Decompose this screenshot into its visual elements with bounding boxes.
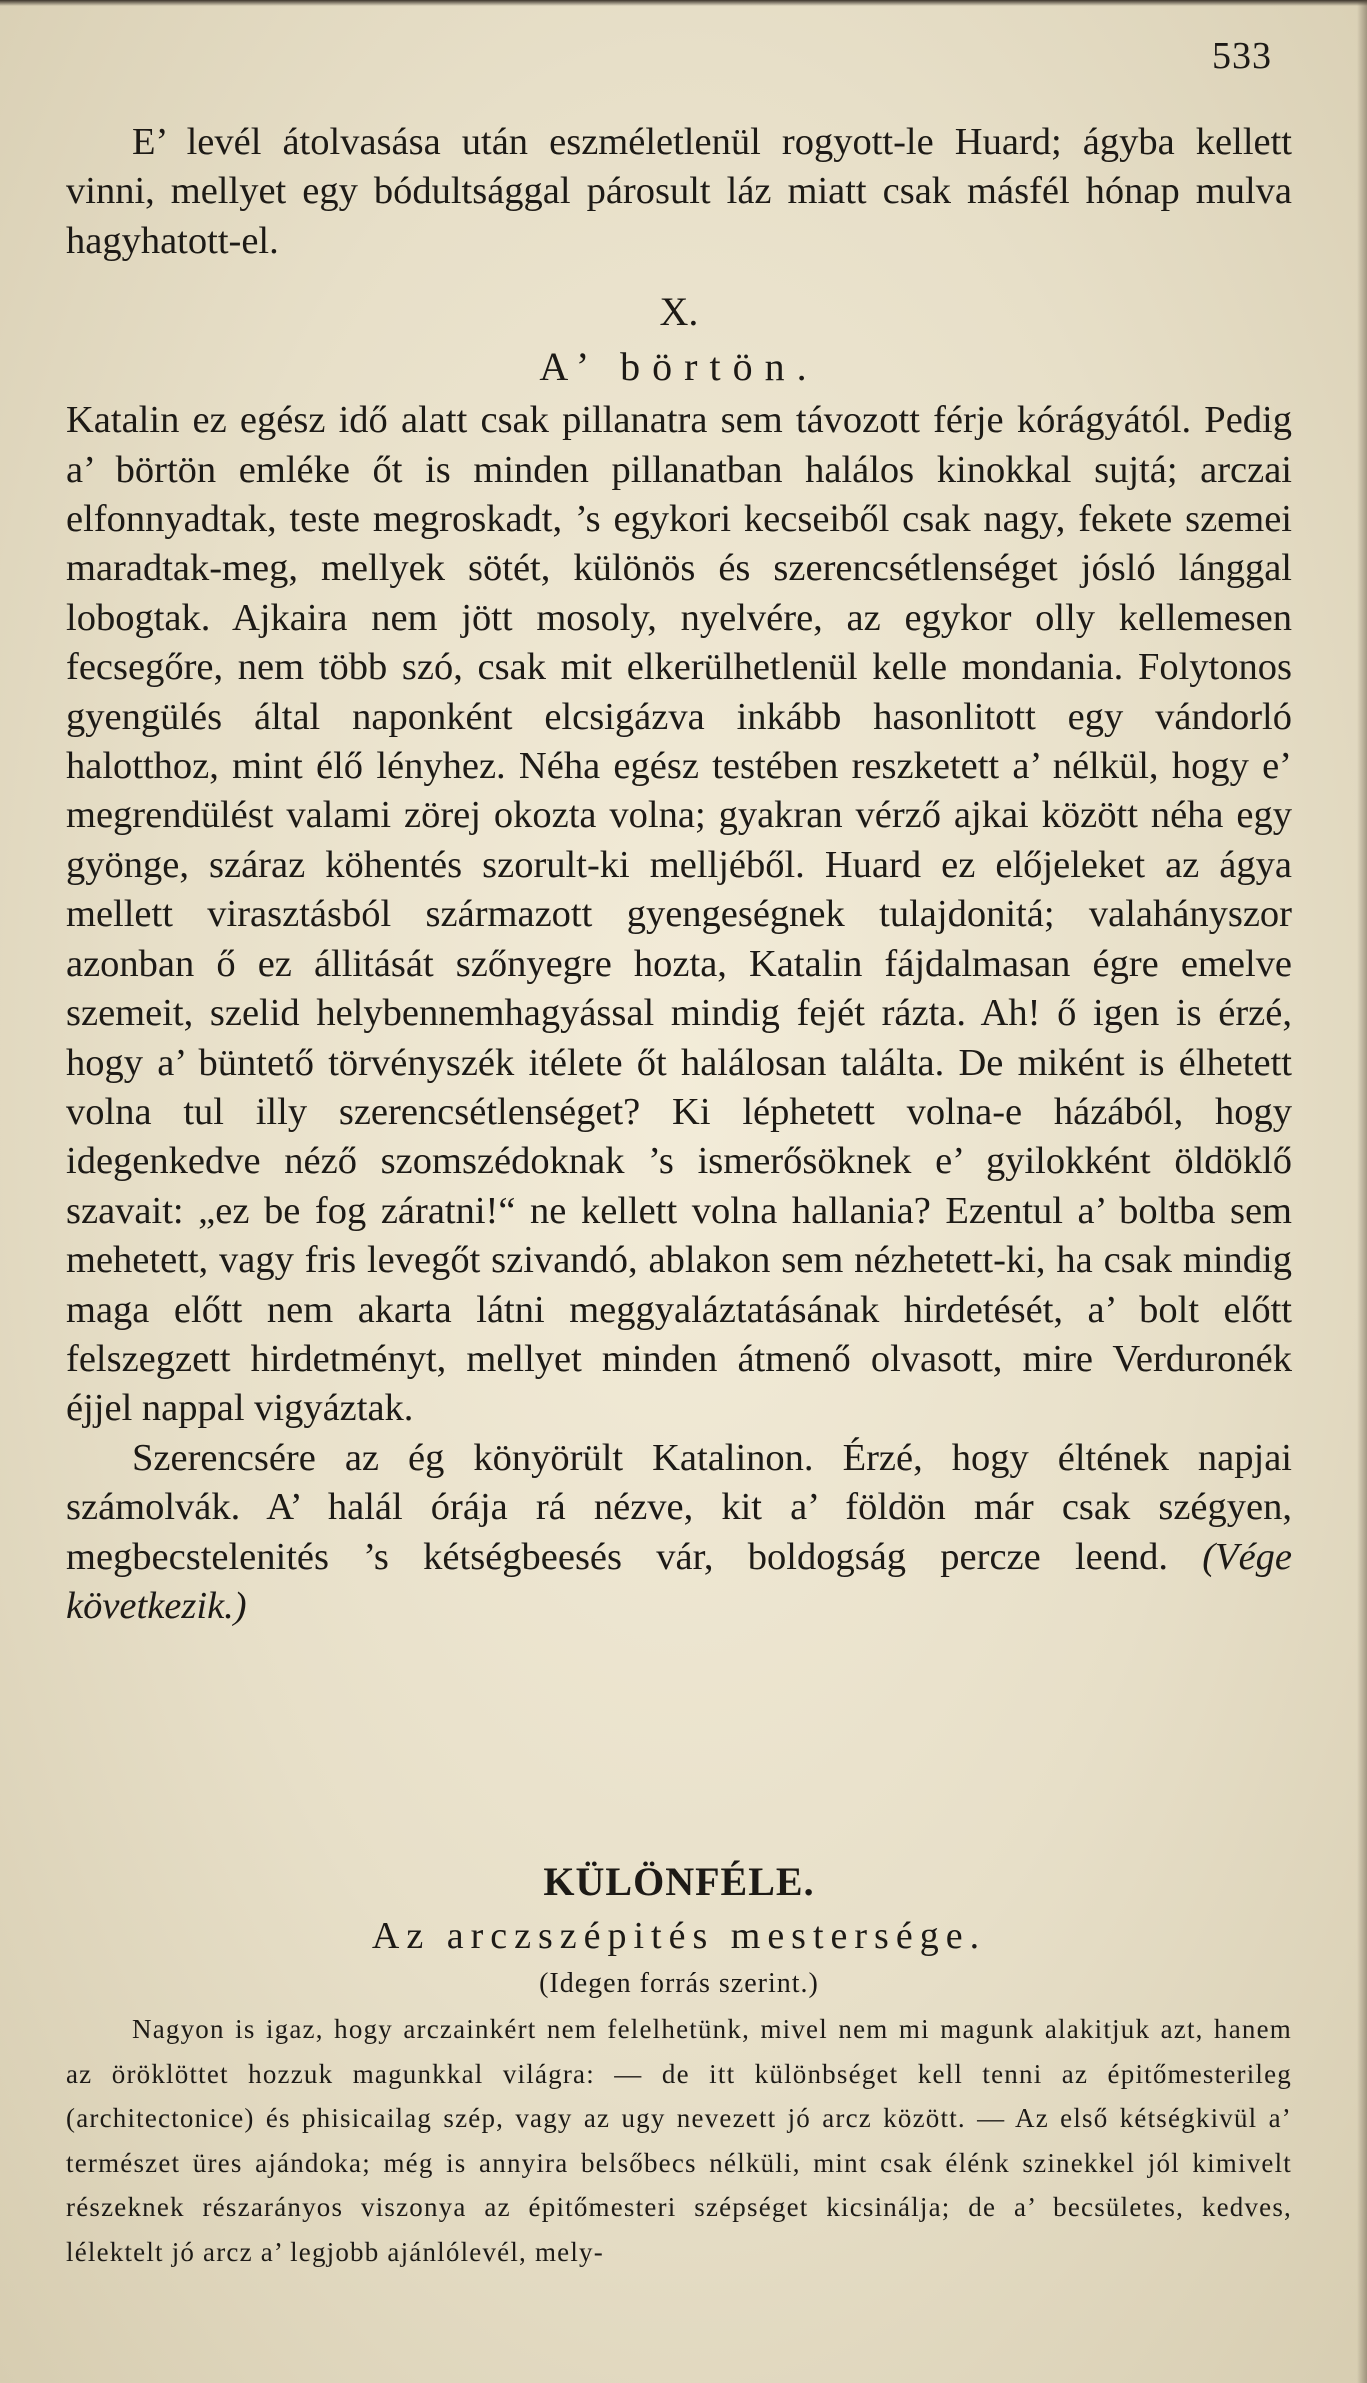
- chapter-paragraph: Katalin ez egész idő alatt csak pillanatra sem távozott férje kórágyától. Pedig a’ börtön emléke őt is minden pillanatban halálos kinokkal sujtá; arczai elfonnyadtak, teste megroskadt, ’s egykori kecseiből csak nagy, fekete szemei maradtak-meg, mellyek sötét, különös és szerencsétlenséget jósló lánggal lobogtak. Ajkaira nem jött mosoly, nyelvére, az egykor olly kellemesen fecsegőre, nem több szó, csak mit elkerülhetlenül kelle mondania. Folytonos gyengülés által naponként elcsigázva inkább hasonlitott egy vándorló halotthoz, mint élő lényhez. Néha egész testében reszketett a’ nélkül, hogy e’ megrendülést valami zörej okozta volna; gyakran vérző ajkai között néha egy gyönge, száraz köhentés szorult-ki melljéből. Huard ez előjeleket az ágya mellett virasztásból származott gyengeségnek tulajdonitá; valahányszor azonban ő ez állitását szőnyegre hozta, Katalin fájdalmasan égre emelve szemeit, szelid helybennemhagyással mindig fejét rázta. Ah! ő igen is érzé, hogy a’ büntető törvényszék itélete őt halálosan találta. De miként is élhetett volna tul illy szerencsétlenséget? Ki léphetett volna-e házából, hogy idegenkedve néző szomszédoknak ’s ismerősöknek e’ gyilokként öldöklő szavait: „ez be fog záratni!“ ne kellett volna hallania? Ezentul a’ boltba sem mehetett, vagy fris levegőt szivandó, ablakon sem nézhetett-ki, ha csak mindig maga előtt nem akarta látni meggyaláztatásának hirdetését, a’ bolt előtt felszegzett hirdetményt, mellyet minden átmenő olvasott, mire Verduronék éjjel nappal vigyáztak.: [66, 399, 1292, 1430]
- story-column: [66, 118, 1292, 1631]
- closing-paragraph-text: Szerencsére az ég könyörült Katalinon. Érzé, hogy éltének napjai számolvák. A’ halál órája rá nézve, kit a’ földön már csak szégyen, megbecstelenités ’s kétségbeesés vár, boldogság percze leend.: [66, 1436, 1292, 1578]
- chapter-number: X.: [659, 289, 699, 335]
- opening-paragraph: E’ levél átolvasása után eszméletlenül rogyott-le Huard; ágyba kellett vinni, mellyet egy bódultsággal párosult láz miatt csak másfél hónap mulva hagyhatott-el.: [66, 121, 1292, 262]
- section-heading: KÜLÖNFÉLE.: [543, 1859, 815, 1904]
- source-note: (Idegen forrás szerint.): [539, 1968, 819, 1999]
- closing-paragraph: [66, 1434, 1292, 1632]
- page-number: 533: [1212, 35, 1272, 77]
- page-top-shadow: [0, 0, 1367, 6]
- continuation-note: (Vége következik.): [66, 1535, 1292, 1627]
- page-right-shadow: [1357, 0, 1367, 2383]
- article-title: Az arczszépités mestersége.: [371, 1915, 987, 1957]
- miscellany-section: [66, 1855, 1292, 2274]
- article-paragraph: Nagyon is igaz, hogy arczainkért nem felelhetünk, mivel nem mi magunk alakitjuk azt, hanem az öröklöttet hozzuk magunkkal világra: — de itt különbséget kell tenni az épitőmesterileg (architectonice) és phisicailag szép, vagy az ugy nevezett jó arcz között. — Az első kétségkivül a’ természet üres ajándoka; még is annyira belsőbecs nélküli, mint csak élénk szinekkel jól kimivelt részeknek részarányos viszonya az épitőmesteri szépséget kicsinálja; de a’ becsületes, kedves, lélektelt jó arcz a’ legjobb ajánlólevél, mely-: [66, 2014, 1292, 2267]
- chapter-title: A’ börtön.: [539, 344, 819, 390]
